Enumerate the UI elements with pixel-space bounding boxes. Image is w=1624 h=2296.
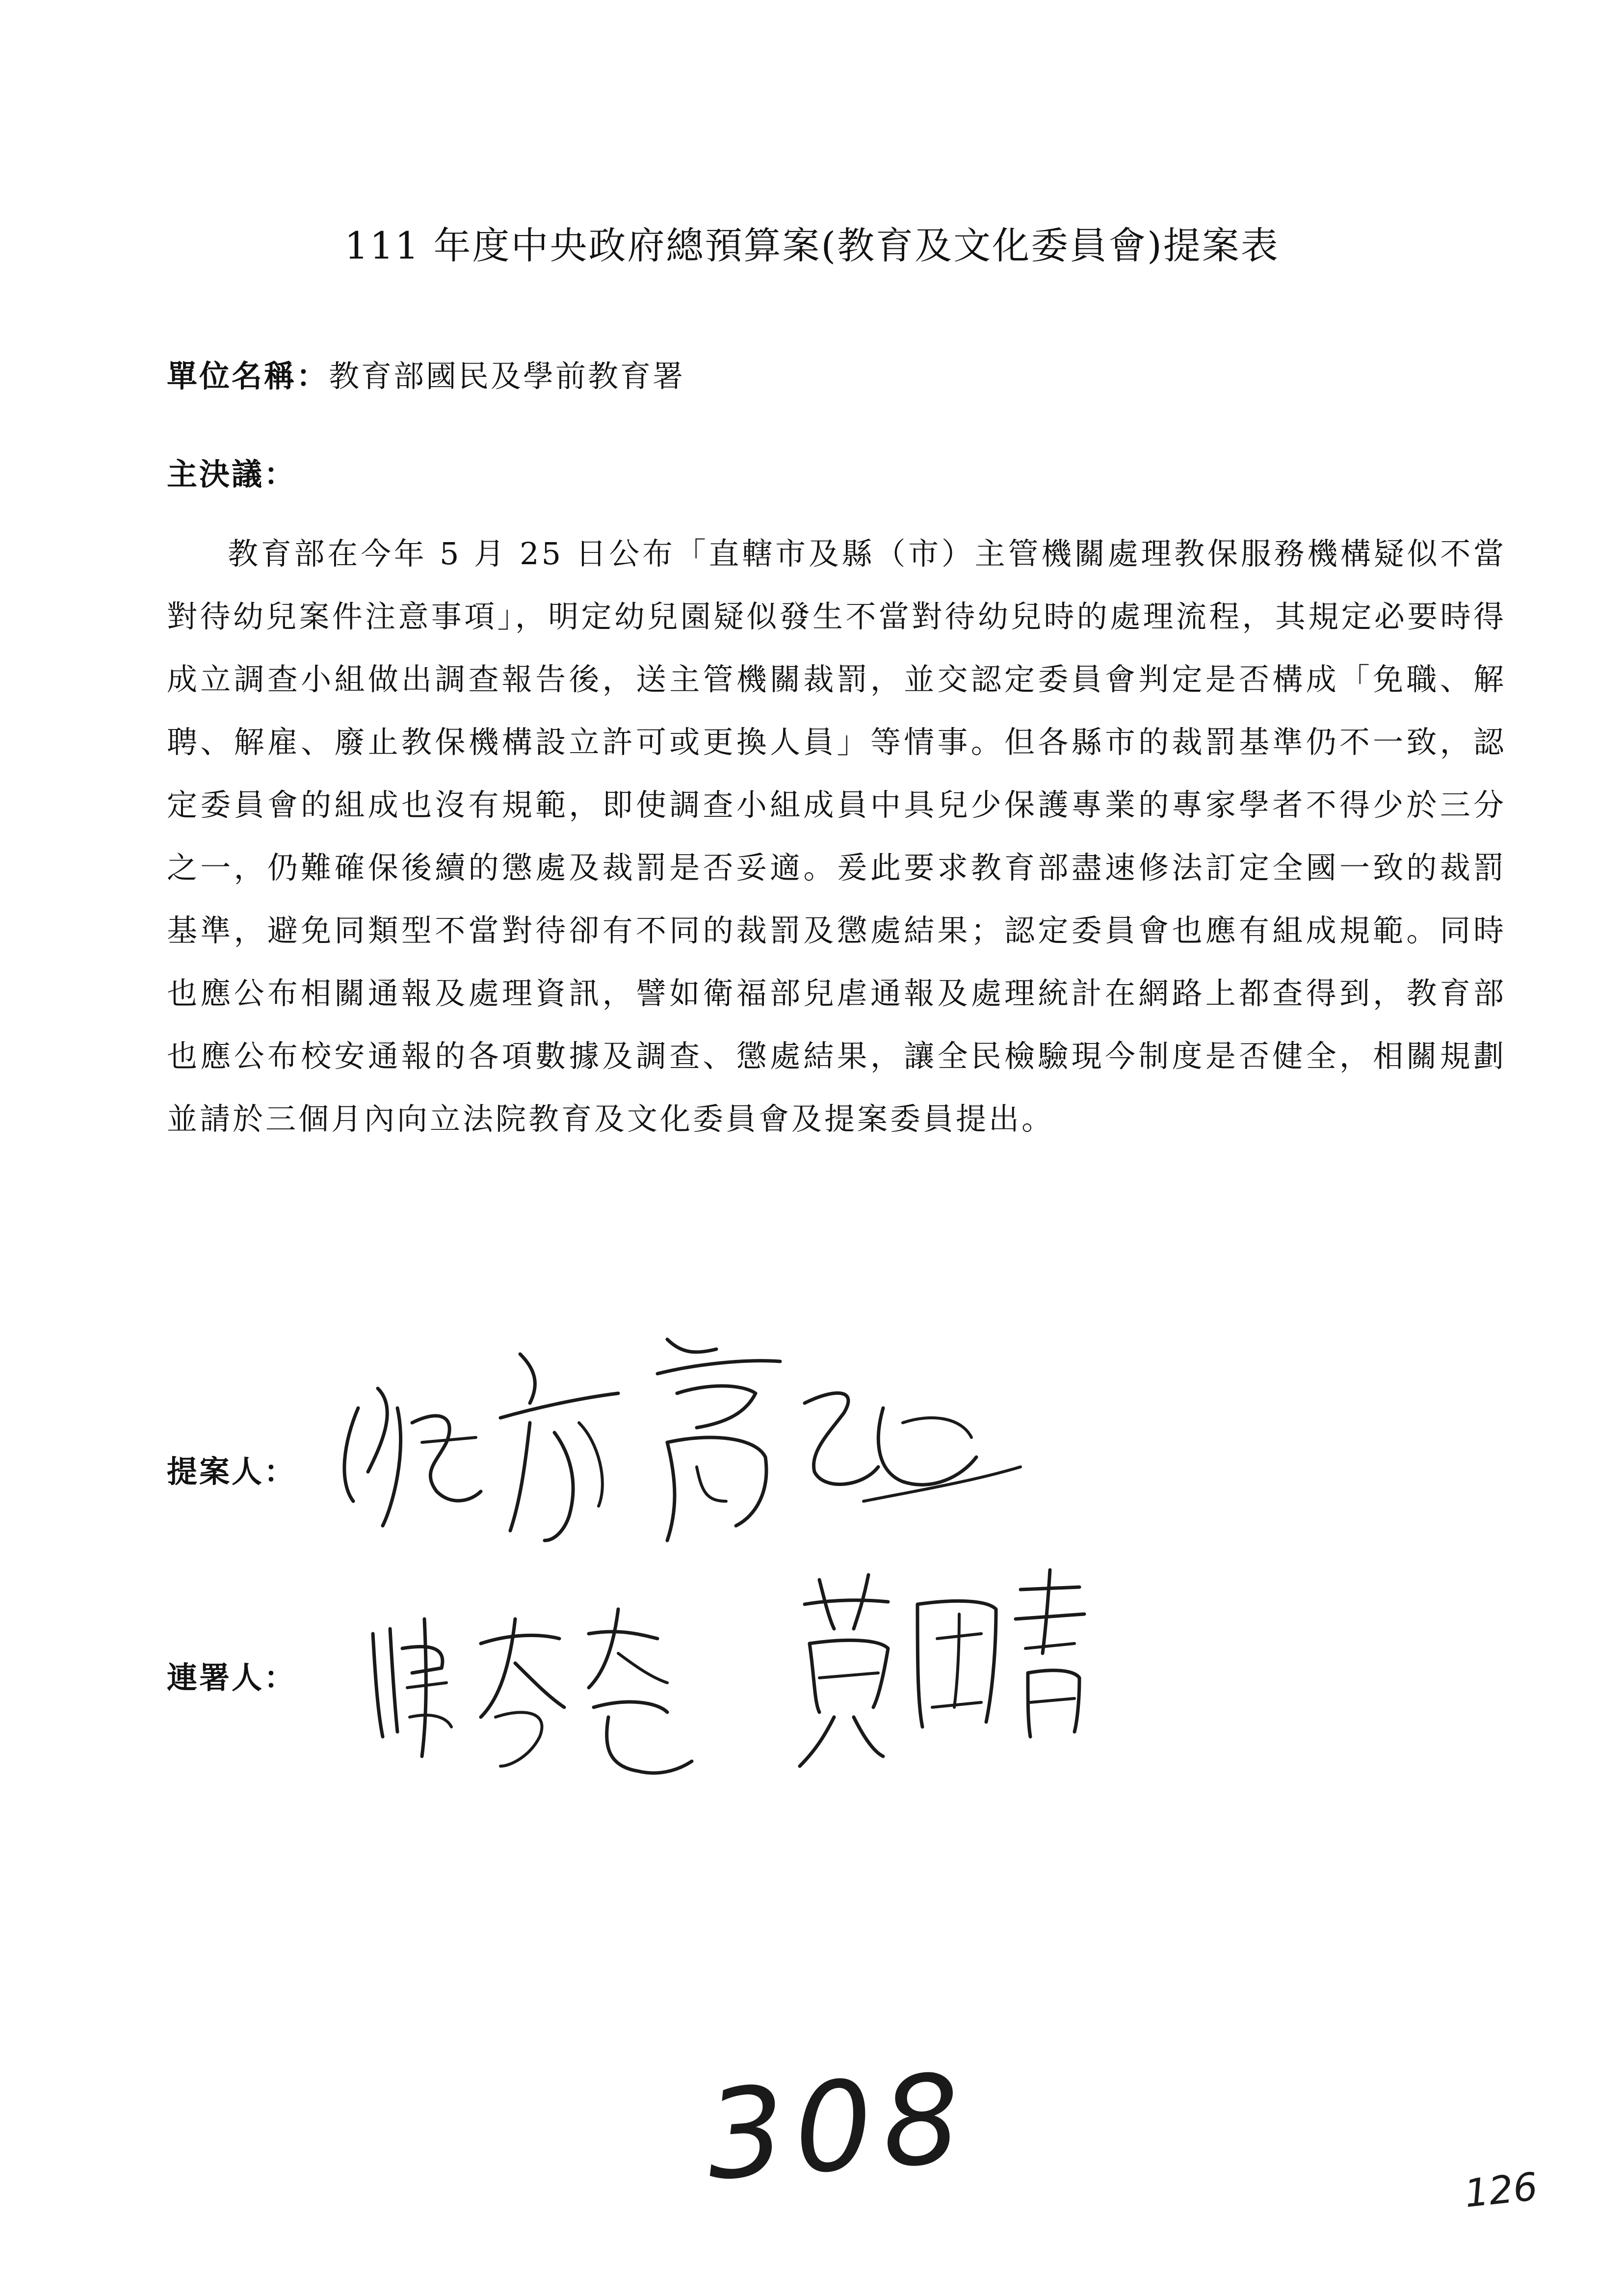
cosigner-label: 連署人：: [167, 1660, 297, 1696]
cosigner-signature-2: [785, 1560, 1089, 1776]
cosigner-signature-1: [363, 1590, 697, 1786]
unit-value: 教育部國民及學前教育署: [329, 358, 685, 394]
resolution-heading-label: 主決議：: [167, 456, 297, 492]
handwritten-page-number: 308: [702, 2046, 975, 2208]
resolution-body: 教育部在今年 5 月 25 日公布「直轄市及縣（市）主管機關處理教保服務機構疑似不當對待幼兒案件注意事項」，明定幼兒園疑似發生不當對待幼兒時的處理流程，其規定必要時得成立調查小組做出調查報告後，送主管機關裁罰，並交認定委員會判定是否構成「免職、解聘、解雇、廢止教保機構設立許可或更換人員」等情事。但各縣市的裁罰基準仍不一致，認定委員會的組成也沒有規範，即使調查小組成員中具兒少保護專業的專家學者不得少於三分之一，仍難確保後續的懲處及裁罰是否妥適。爰此要求教育部盡速修法訂定全國一致的裁罰基準，避免同類型不當對待卻有不同的裁罰及懲處結果；認定委員會也應有組成規範。同時也應公布相關通報及處理資訊，譬如衛福部兒虐通報及處理統計在網路上都查得到，教育部也應公布校安通報的各項數據及調查、懲處結果，讓全民檢驗現今制度是否健全，相關規劃並請於三個月內向立法院教育及文化委員會及提案委員提出。: [167, 536, 1506, 1137]
proposer-label: 提案人：: [167, 1454, 297, 1489]
handwritten-corner-number: 126: [1462, 2165, 1540, 2217]
unit-row: [167, 358, 685, 394]
document-title: 111 年度中央政府總預算案(教育及文化委員會)提案表: [344, 224, 1280, 267]
unit-label: 單位名稱：: [167, 358, 329, 394]
resolution-heading: [167, 456, 296, 493]
proposer-signature: [324, 1295, 1035, 1570]
